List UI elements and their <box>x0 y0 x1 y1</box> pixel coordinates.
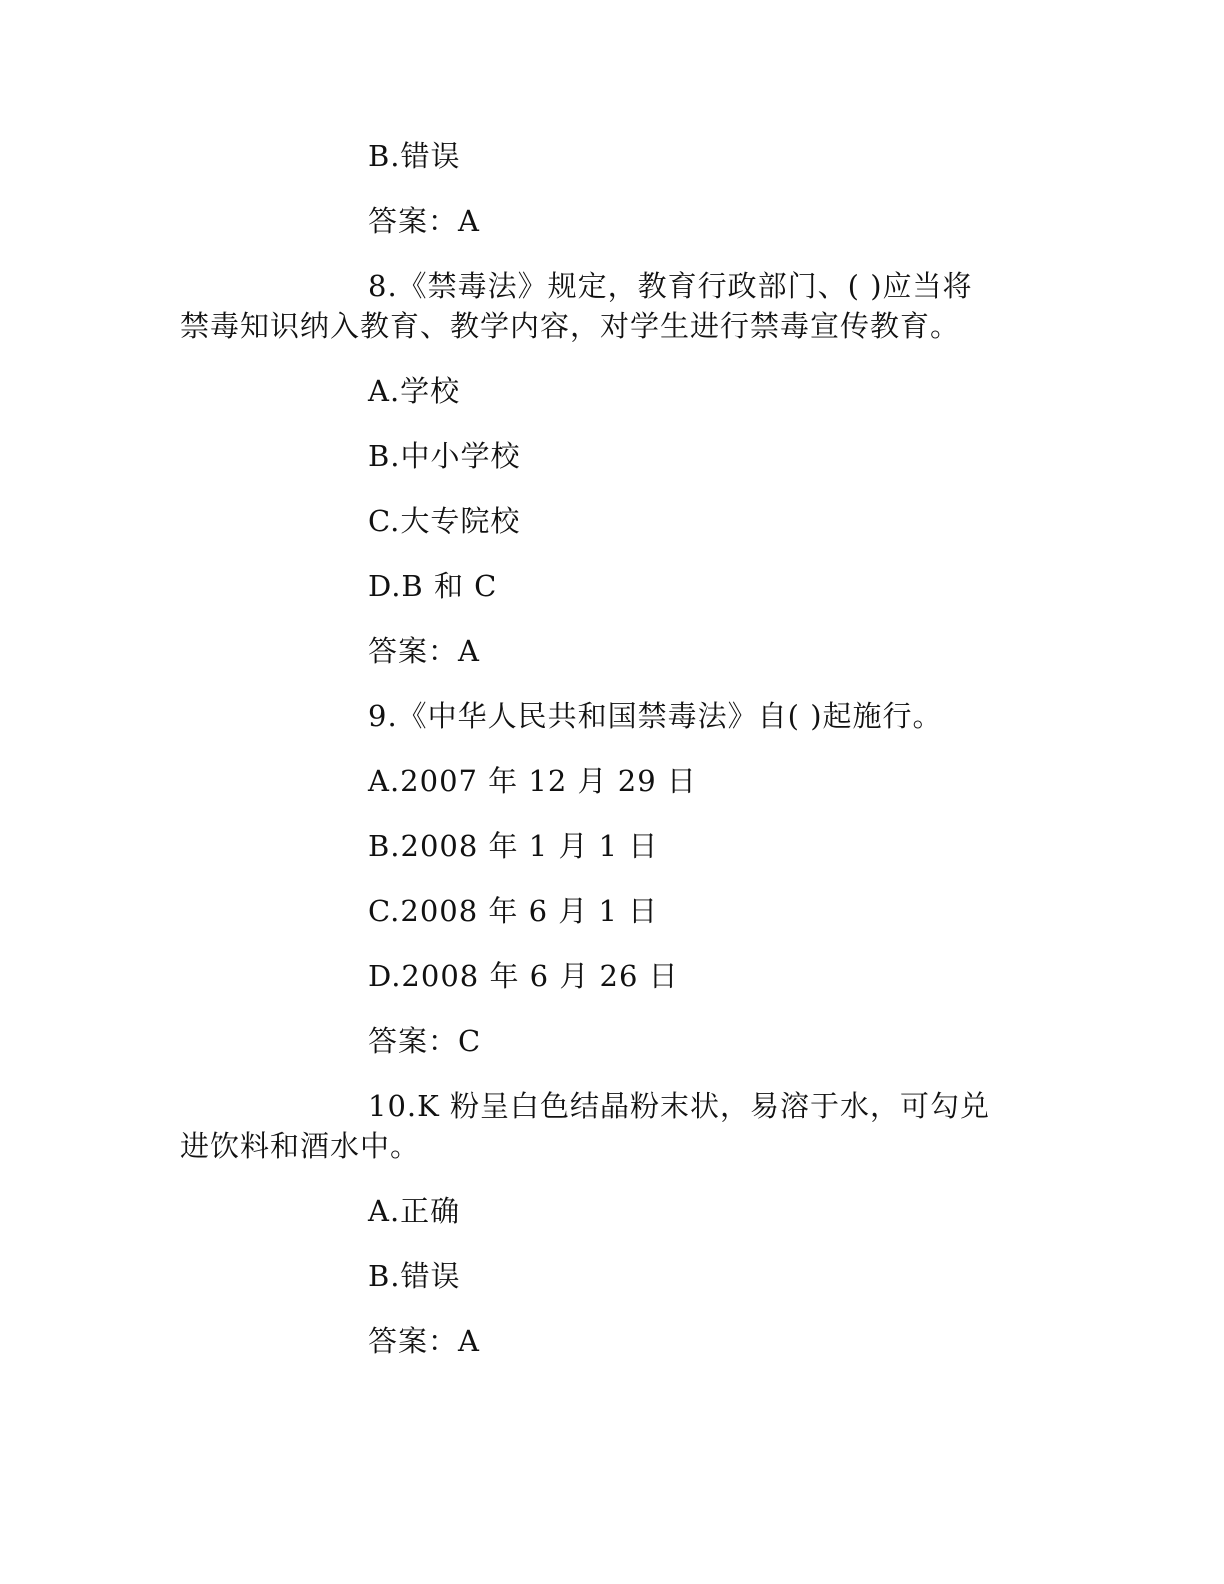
q8-answer: 答案：A <box>368 634 480 668</box>
q7-option-b: B.错误 <box>368 139 461 173</box>
q10-option-b: B.错误 <box>368 1259 461 1293</box>
q10-question-line-1: 10.K 粉呈白色结晶粉末状，易溶于水，可勾兑 <box>368 1089 991 1123</box>
q8-question-line-1: 8.《禁毒法》规定，教育行政部门、( )应当将 <box>368 269 973 303</box>
q9-answer: 答案：C <box>368 1024 482 1058</box>
q9-option-a: A.2007 年 12 月 29 日 <box>368 764 697 798</box>
q10-option-a: A.正确 <box>368 1194 461 1228</box>
q10-answer: 答案：A <box>368 1324 480 1358</box>
q8-option-b: B.中小学校 <box>368 439 521 473</box>
q9-option-b: B.2008 年 1 月 1 日 <box>368 829 659 863</box>
q9-question: 9.《中华人民共和国禁毒法》自( )起施行。 <box>368 699 943 733</box>
q8-option-d: D.B 和 C <box>368 569 498 603</box>
q8-question-line-2: 禁毒知识纳入教育、教学内容，对学生进行禁毒宣传教育。 <box>180 309 961 343</box>
q7-answer: 答案：A <box>368 204 480 238</box>
q8-option-a: A.学校 <box>368 374 461 408</box>
q9-option-c: C.2008 年 6 月 1 日 <box>368 894 659 928</box>
q9-option-d: D.2008 年 6 月 26 日 <box>368 959 679 993</box>
q8-option-c: C.大专院校 <box>368 504 521 538</box>
q10-question-line-2: 进饮料和酒水中。 <box>180 1129 421 1163</box>
